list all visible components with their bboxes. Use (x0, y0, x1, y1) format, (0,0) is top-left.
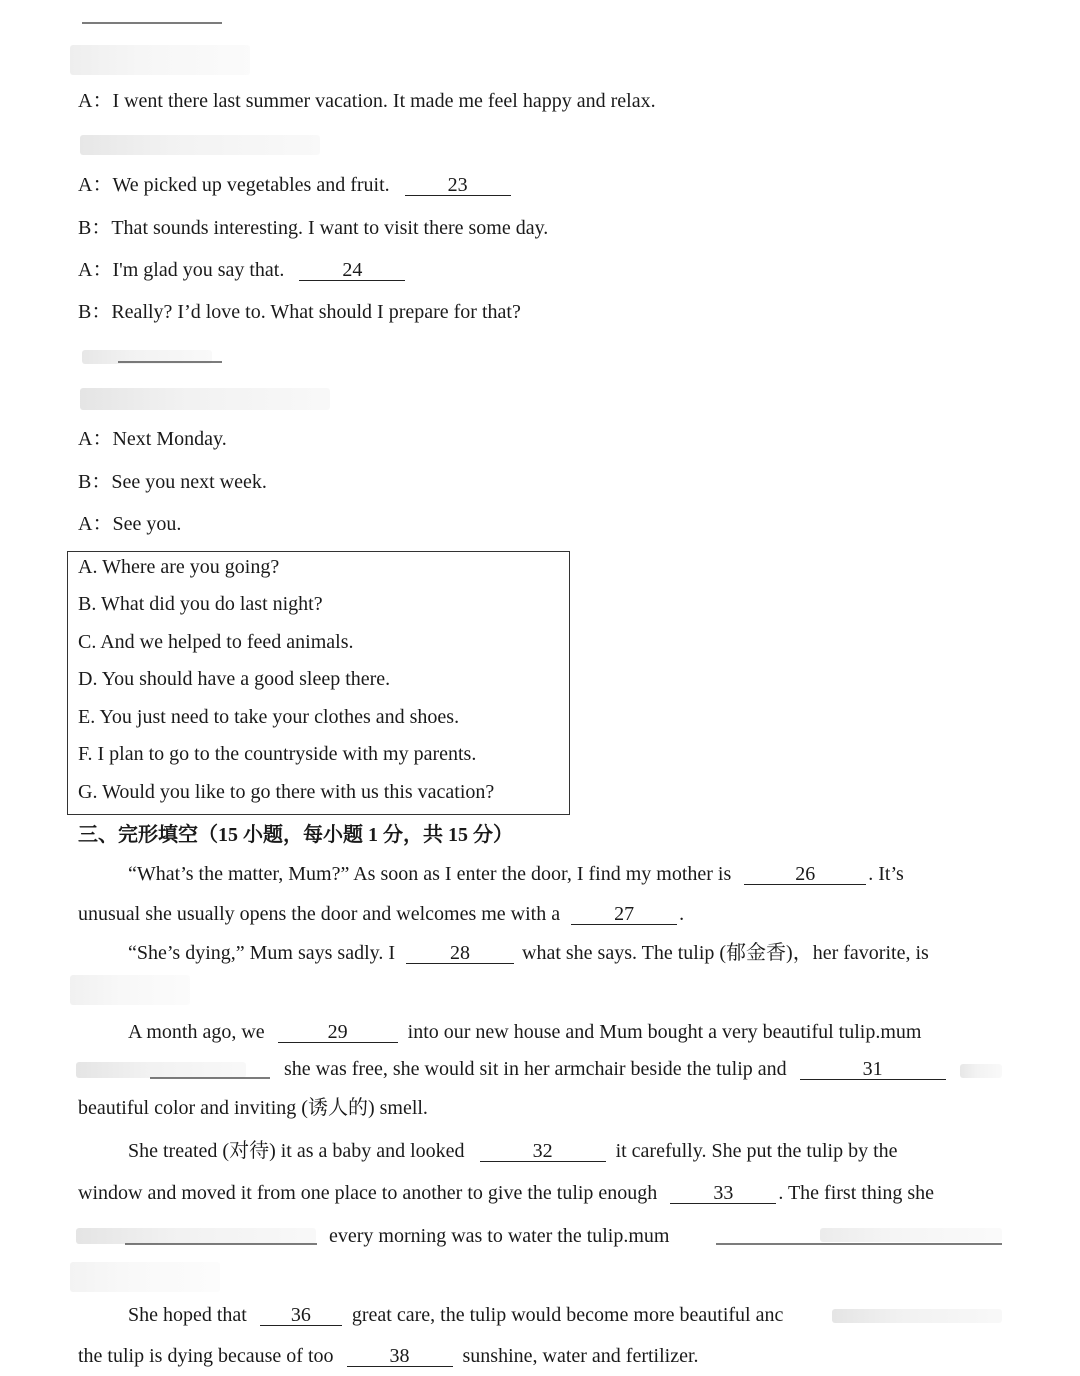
blurred-text (76, 1228, 316, 1244)
dialogue-text: I'm glad you say that. (112, 259, 285, 281)
passage-text: what she says. The tulip (郁金香)，her favorite, is (522, 942, 929, 964)
dialogue-text: See you next week. (111, 471, 267, 493)
blank-24[interactable]: 24 (299, 260, 405, 281)
passage-line (78, 1181, 934, 1205)
blurred-text (70, 975, 190, 1005)
dialogue-text: We picked up vegetables and fruit. (112, 174, 390, 196)
passage-text: the tulip is dying because of too (78, 1345, 334, 1367)
passage-line (284, 1057, 948, 1081)
blank-28[interactable]: 28 (406, 943, 514, 964)
speaker-label: A： (78, 174, 113, 196)
section-heading: 三、完形填空（15 小题，每小题 1 分，共 15 分） (78, 824, 513, 846)
dialogue-text: See you. (112, 513, 182, 535)
dialogue-line (78, 173, 513, 197)
option-f: F. I plan to go to the countryside with my parents. (78, 743, 477, 765)
blank-31[interactable]: 31 (800, 1059, 946, 1080)
speaker-label: B： (78, 217, 112, 239)
passage-text: it carefully. She put the tulip by the (615, 1140, 898, 1162)
option-b: B. What did you do last night? (78, 593, 323, 615)
blank-32[interactable]: 32 (480, 1141, 606, 1162)
dialogue-line (78, 258, 407, 282)
blurred-text (820, 1228, 1002, 1242)
passage-text: she was free, she would sit in her armchair beside the tulip and (284, 1058, 787, 1080)
speaker-label: A： (78, 428, 113, 450)
dialogue-line (78, 300, 521, 324)
blurred-line (716, 1243, 1002, 1245)
passage-line (128, 1303, 783, 1327)
blurred-line (150, 1077, 270, 1079)
speaker-label: A： (78, 259, 113, 281)
passage-text: window and moved it from one place to another to give the tulip enough (78, 1182, 658, 1204)
passage-text: sunshine, water and fertilizer. (462, 1345, 699, 1367)
blurred-text (70, 45, 250, 75)
blank-29[interactable]: 29 (278, 1022, 398, 1043)
blurred-text (832, 1309, 1002, 1323)
speaker-label: B： (78, 471, 112, 493)
option-e: E. You just need to take your clothes and shoes. (78, 706, 460, 728)
blank-26[interactable]: 26 (744, 864, 866, 885)
passage-line (329, 1224, 669, 1248)
blurred-line (118, 361, 222, 363)
passage-text: “She’s dying,” Mum says sadly. I (128, 942, 396, 964)
dialogue-line (78, 427, 227, 451)
passage-text: great care, the tulip would become more beautiful anc (351, 1304, 784, 1326)
dialogue-line (78, 89, 656, 113)
dialogue-line (78, 470, 267, 494)
blank-23[interactable]: 23 (405, 175, 511, 196)
passage-text: every morning was to water the tulip.mum (329, 1225, 670, 1247)
passage-text: . It’s (868, 863, 904, 885)
option-c: C. And we helped to feed animals. (78, 631, 354, 653)
passage-line (128, 862, 904, 886)
blurred-line (82, 22, 222, 24)
dialogue-text: I went there last summer vacation. It made me feel happy and relax. (112, 90, 656, 112)
passage-text: She hoped that (128, 1304, 247, 1326)
blurred-text (960, 1064, 1002, 1078)
passage-line (128, 941, 929, 965)
dialogue-text: Really? I’d love to. What should I prepare for that? (111, 301, 521, 323)
blurred-text (80, 135, 320, 155)
passage-text: “What’s the matter, Mum?” As soon as I enter the door, I find my mother is (128, 863, 732, 885)
passage-line (78, 1096, 428, 1120)
passage-text: into our new house and Mum bought a very beautiful tulip.mum (407, 1021, 922, 1043)
dialogue-text: That sounds interesting. I want to visit there some day. (111, 217, 549, 239)
option-d: D. You should have a good sleep there. (78, 668, 391, 690)
blank-36[interactable]: 36 (260, 1305, 342, 1326)
passage-line (128, 1020, 921, 1044)
passage-text: She treated (对待) it as a baby and looked (128, 1140, 465, 1162)
blank-27[interactable]: 27 (571, 904, 677, 925)
option-a: A. Where are you going? (78, 556, 280, 578)
dialogue-line (78, 512, 181, 536)
passage-text: A month ago, we (128, 1021, 265, 1043)
option-g: G. Would you like to go there with us this vacation? (78, 781, 495, 803)
blurred-text (70, 1262, 220, 1292)
dialogue-line (78, 216, 548, 240)
passage-line (78, 902, 684, 926)
speaker-label: A： (78, 90, 113, 112)
blurred-text (80, 388, 330, 410)
passage-text: unusual she usually opens the door and welcomes me with a (78, 903, 561, 925)
dialogue-text: Next Monday. (112, 428, 227, 450)
passage-line (128, 1139, 898, 1163)
speaker-label: B： (78, 301, 112, 323)
passage-line (78, 1344, 699, 1368)
passage-text: . (679, 903, 685, 925)
blank-38[interactable]: 38 (347, 1346, 453, 1367)
blurred-text (76, 1062, 246, 1078)
passage-text: . The first thing she (778, 1182, 935, 1204)
blurred-line (125, 1243, 317, 1245)
passage-text: beautiful color and inviting (诱人的) smell. (78, 1097, 428, 1119)
speaker-label: A： (78, 513, 113, 535)
options-box (67, 551, 570, 815)
blank-33[interactable]: 33 (670, 1183, 776, 1204)
